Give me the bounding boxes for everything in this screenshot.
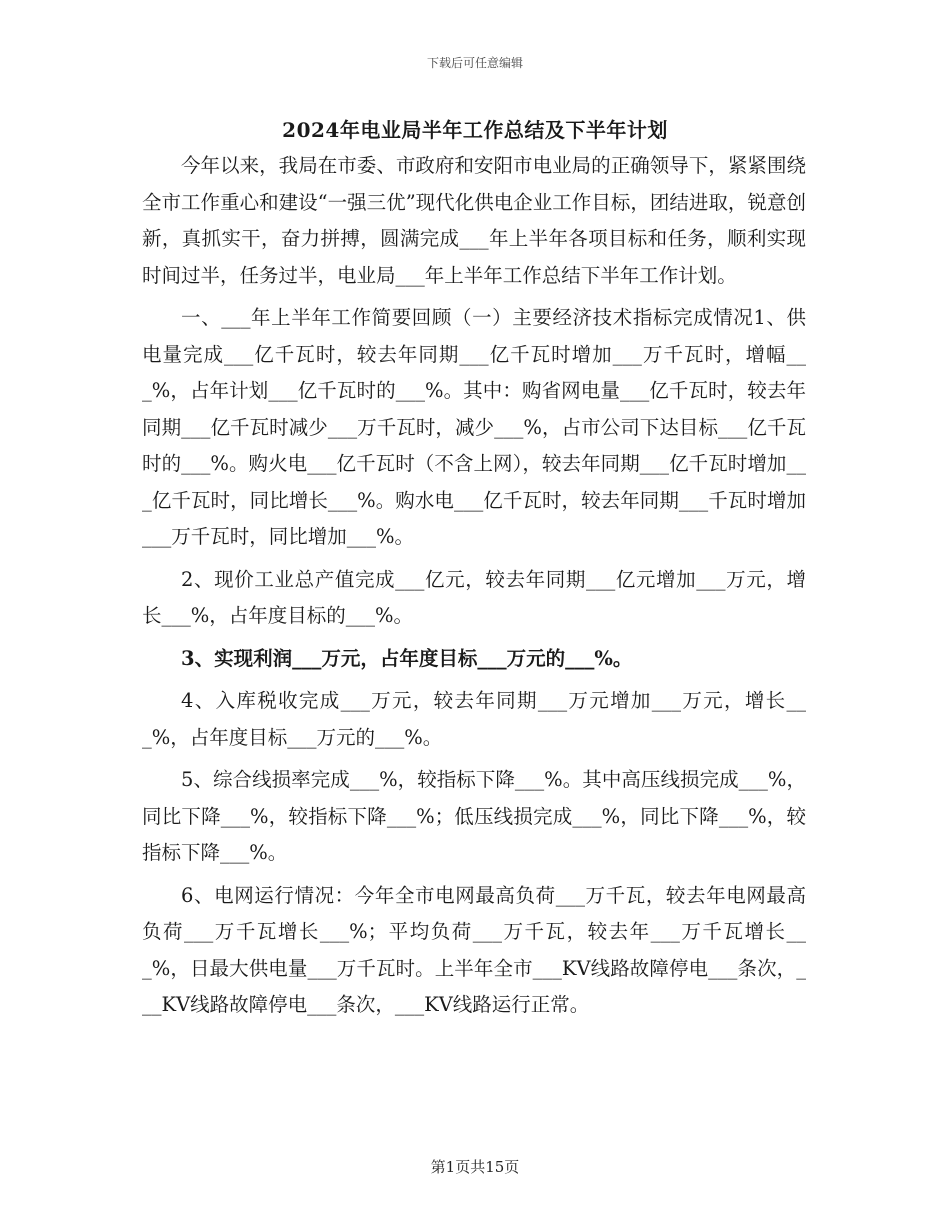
paragraph-line-loss: 5、综合线损率完成___%，较指标下降___%。其中高压线损完成___%，同比下降___%，较指标下降___%；低压线损完成___%，同比下降___%，较指标下降___%。 [142, 768, 806, 864]
paragraph-review: 一、___年上半年工作简要回顾（一）主要经济技术指标完成情况1、供电量完成___亿千瓦时，较去年同期___亿千瓦时增加___万千瓦时，增幅___%，占年计划___亿千瓦时的___%。其中：购省网电量___亿千瓦时，较去年同期___亿千瓦时减少___万千瓦时，减少___%，占市公司下达目标___亿千瓦时的___%。购火电___亿千瓦时（不含上网），较去年同期___亿千瓦时增加___亿千瓦时，同比增长___%。购水电___亿千瓦时，较去年同期___千瓦时增加___万千瓦时，同比增加___%。 [142, 306, 806, 548]
paragraph-grid-operation: 6、电网运行情况：今年全市电网最高负荷___万千瓦，较去年电网最高负荷___万千瓦增长___%；平均负荷___万千瓦，较去年___万千瓦增长___%，日最大供电量___万千瓦时。上半年全市___KV线路故障停电___条次，___KV线路故障停电___条次，___KV线路运行正常。 [142, 883, 806, 1016]
document-title: 2024年电业局半年工作总结及下半年计划 [282, 118, 668, 142]
page-footer: 第1页共15页 [430, 1158, 520, 1176]
header-note: 下载后可任意编辑 [426, 56, 523, 70]
document-body [142, 148, 806, 1030]
paragraph-tax: 4、入库税收完成___万元，较去年同期___万元增加___万元，增长___%，占年度目标___万元的___%。 [142, 689, 806, 749]
paragraph-output-value: 2、现价工业总产值完成___亿元，较去年同期___亿元增加___万元，增长___%，占年度目标的___%。 [142, 567, 806, 627]
paragraph-profit: 3、实现利润___万元，占年度目标___万元的___%。 [181, 646, 633, 670]
paragraph-intro: 今年以来，我局在市委、市政府和安阳市电业局的正确领导下，紧紧围绕全市工作重心和建设“一强三优”现代化供电企业工作目标，团结进取，锐意创新，真抓实干，奋力拼搏，圆满完成___年上半年各项目标和任务，顺利实现时间过半，任务过半，电业局___年上半年工作总结下半年工作计划。 [142, 154, 806, 287]
